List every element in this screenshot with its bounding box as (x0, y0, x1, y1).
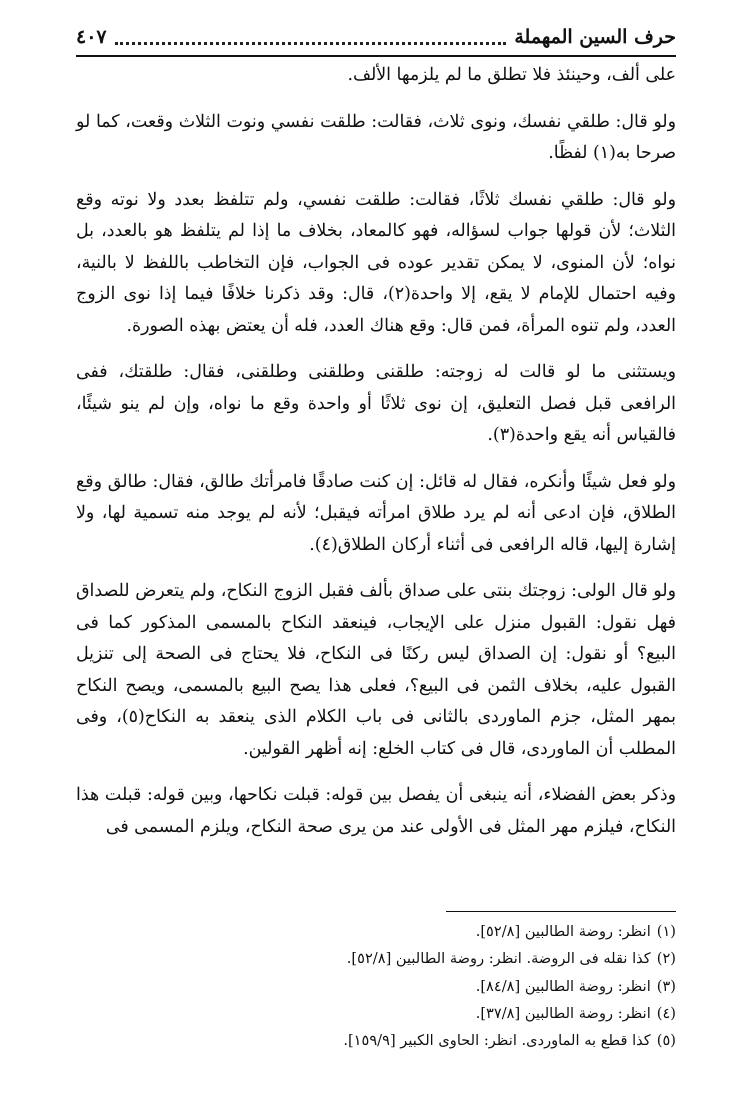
footnote (76, 973, 676, 1000)
paragraph: وذكر بعض الفضلاء، أنه ينبغى أن يفصل بين قوله: قبلت نكاحها، وبين قوله: قبلت هذا النكاح، فيلزم مهر المثل فى الأولى عند من يرى صحة النكاح، ويلزم المسمى فى (76, 785, 676, 837)
footnote (76, 918, 676, 945)
footnote-number: (١) (656, 923, 676, 940)
page-number: ٤٠٧ (76, 26, 107, 48)
footnote-number: (٢) (656, 950, 676, 968)
paragraph: ولو قال الولى: زوجتك بنتى على صداق بألف فقبل الزوج النكاح، ولم يتعرض للصداق فهل نقول: القبول منزل على الإيجاب، فينعقد النكاح بالمسمى المذكور كما فى البيع؟ أو نقول: إن الصداق ليس ركنًا فى النكاح، فلا يحتاج فى الصحة إلى تنزيل القبول عليه، بخلاف الثمن فى البيع؟، فعلى هذا يصح البيع بالمسمى، ويصح النكاح بمهر المثل، جزم الماوردى بالثانى فى باب الكلام الذى ينعقد به النكاح(٥)، وفى المطلب أن الماوردى، قال فى كتاب الخلع: إنه أظهر القولين. (76, 581, 676, 759)
footnote-number: (٤) (656, 1004, 676, 1022)
paragraph: ويستثنى ما لو قالت له زوجته: طلقنى وطلقنى وطلقنى، فقال: طلقتك، ففى الرافعى قبل فصل التعليق، إن نوى ثلاثًا أو واحدة وقع ما نواه، وإن لم ينو شيئًا، فالقياس أنه يقع واحدة(٣). (76, 362, 676, 445)
footnote-text: كذا قطع به الماوردى. انظر: الحاوى الكبير [١٥٩/٩]. (343, 1032, 651, 1050)
footnotes (76, 918, 676, 1054)
footnote-number: (٣) (656, 977, 676, 995)
footnote (76, 945, 676, 972)
header-dot-leader (115, 40, 507, 45)
footnote-text: انظر: روضة الطالبين [٣٧/٨]. (475, 1004, 651, 1022)
paragraph: ولو قال: طلقي نفسك، ونوى ثلاث، فقالت: طلقت نفسي ونوت الثلاث وقعت، كما لو صرحا به(١) لفظًا. (76, 111, 676, 163)
footnote-text: كذا نقله فى الروضة. انظر: روضة الطالبين [٥٢/٨]. (346, 950, 651, 968)
footnote (76, 1027, 676, 1054)
paragraph: ولو فعل شيئًا وأنكره، فقال له قائل: إن كنت صادقًا فامرأتك طالق، فقال: طالق وقع الطلاق، فإن ادعى أنه لم يرد طلاق امرأته فيقبل؛ لأنه لم يوجد منه تسمية لها، ولا إشارة إليها، قاله الرافعى فى أثناء أركان الطلاق(٤). (76, 471, 676, 555)
running-header (76, 20, 676, 54)
chapter-title: حرف السين المهملة (514, 26, 676, 48)
footnote-text: انظر: روضة الطالبين [٨٤/٨]. (475, 977, 651, 995)
footnote-separator (446, 911, 676, 912)
footnote-text: انظر: روضة الطالبين [٥٢/٨]. (475, 923, 651, 940)
header-rule (76, 55, 676, 57)
paragraph: على ألف، وحينئذ فلا تطلق ما لم يلزمها الألف. (347, 65, 676, 85)
paragraph: ولو قال: طلقي نفسك ثلاثًا، فقالت: طلقت نفسي، ولم تتلفظ بعدد ولا نوته وقع الثلاث؛ لأن قولها جواب لسؤاله، فهو كالمعاد، بخلاف ما إذا لم يتلفظ هو بالعدد، بل نواه؛ لأن المنوى، لا يمكن تقدير عوده فى الجواب، فإن التخاطب باللفظ لا بالنية، وفيه احتمال للإمام لا يقع، إلا واحدة(٢)، قال: وقد ذكرنا خلافًا فيما إذا نوى الزوج العدد، ولم تنوه المرأة، فمن قال: وقع هناك العدد، فله أن يعتض بهذه الصورة. (76, 189, 676, 336)
body-text (76, 60, 676, 858)
footnote (76, 1000, 676, 1027)
footnote-number: (٥) (656, 1032, 676, 1050)
